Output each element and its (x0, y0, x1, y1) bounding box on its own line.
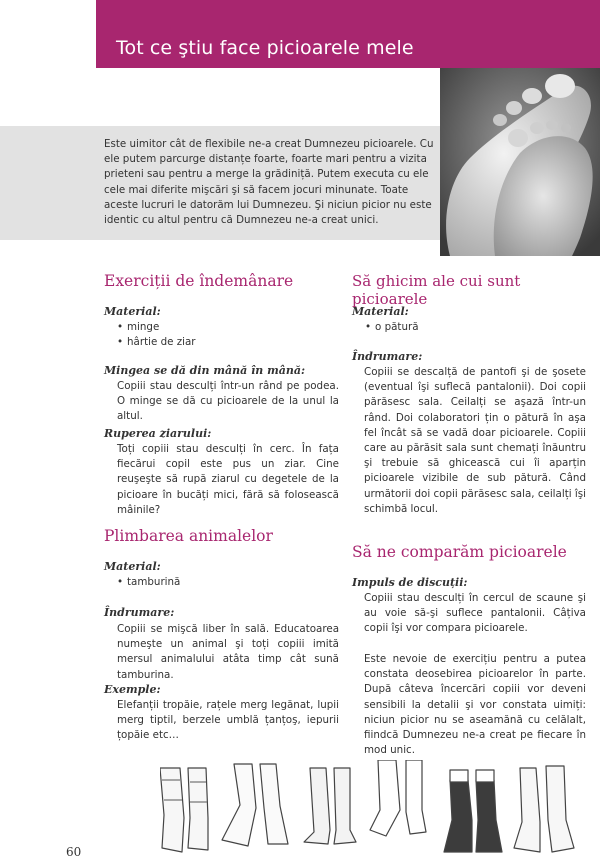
material-label: Material: (104, 560, 161, 573)
children-legs-illustration (160, 760, 580, 864)
material-item: • minge (127, 321, 159, 333)
ball-pass-text: Copiii stau desculți într-un rând pe podea. O minge se dă cu picioarele de la unul la altul. (117, 380, 339, 423)
guess-feet-guidance-text: Copiii se descalță de pantofi şi de şosete (eventual îşi suflecă pantalonii). Doi copii părăsesc sala. Ceilalți se aşază într-un rând. Doi colaboratori țin o pătură în aşa fel încât să se vadă doar picioarele. Copiii care au părăsit sala sunt chemați înăuntru şi trebuie să ghicească cui îi aparțin picioarele vizibile de sub pătură. Când următorii doi copii părăsesc sala, ceilalți îşi schimbă locul. (364, 366, 586, 515)
intro-paragraph: Este uimitor cât de flexibile ne-a creat Dumnezeu picioarele. Cu ele putem parcurge distanțe foarte, foarte mari pentru a vizita prieteni sau pentru a merge la grădiniță. Putem executa cu ele cele mai diferite mişcări şi să facem jocuri minunate. Toate aceste lucruri le datorăm lui Dumnezeu. Şi niciun picior nu este identic cu altul pentru că Dumnezeu ne-a creat unici. (104, 138, 434, 227)
chapter-header-bar (96, 0, 600, 68)
material-item: • tamburină (127, 576, 180, 588)
material-item: • o pătură (375, 321, 419, 333)
material-item: • hârtie de ziar (127, 336, 196, 348)
paper-tearing-text: Toți copiii stau desculți în cerc. În fața fiecărui copil este pus un ziar. Cine reuşeşte să rupă ziarul cu degetele de la picioare în bucăți mici, fără să folosească mâinile? (117, 443, 339, 516)
animal-walk-guidance-text: Copiii se mişcă liber în sală. Educatoarea numeşte un animal şi toți copiii imită mersul animalului atâta timp cât sună tamburina. (117, 623, 339, 681)
material-label: Material: (352, 305, 409, 318)
subheading-paper-tearing: Ruperea ziarului: (104, 427, 212, 440)
discussion-impulse-label: Impuls de discuții: (352, 576, 468, 589)
closing-text: Este nevoie de exercițiu pentru a putea constata deosebirea picioarelor în parte. După câteva încercări copiii vor deveni sensibili la detalii şi vor constata uimiți: niciun picior nu se aseamănă cu celălalt, fiindcă Dumnezeu ne-a creat pe fiecare în mod unic. (364, 653, 586, 757)
examples-label: Exemple: (104, 683, 161, 696)
guidance-label: Îndrumare: (352, 350, 423, 363)
examples-text: Elefanții tropăie, rațele merg legănat, lupii merg tiptil, berzele umblă țanțoş, iepurii țopăie etc… (117, 699, 339, 742)
material-label: Material: (104, 305, 161, 318)
chapter-title: Tot ce ştiu face picioarele mele (116, 37, 414, 59)
discussion-impulse-text: Copiii stau desculți în cercul de scaune şi au voie să-şi suflece pantalonii. Câțiva copii îşi vor compara picioarele. (364, 592, 586, 635)
page-number: 60 (66, 845, 82, 859)
baby-feet-photo (440, 68, 600, 256)
section-title-guess-feet: Să ghicim ale cui sunt picioarele (352, 272, 521, 308)
section-title-compare-feet: Să ne comparăm picioarele (352, 543, 567, 561)
guidance-label: Îndrumare: (104, 606, 175, 619)
section-title-animal-walk: Plimbarea animalelor (104, 527, 273, 545)
section-title-dexterity: Exerciții de îndemânare (104, 272, 294, 290)
subheading-ball-pass: Mingea se dă din mână în mână: (104, 364, 306, 377)
